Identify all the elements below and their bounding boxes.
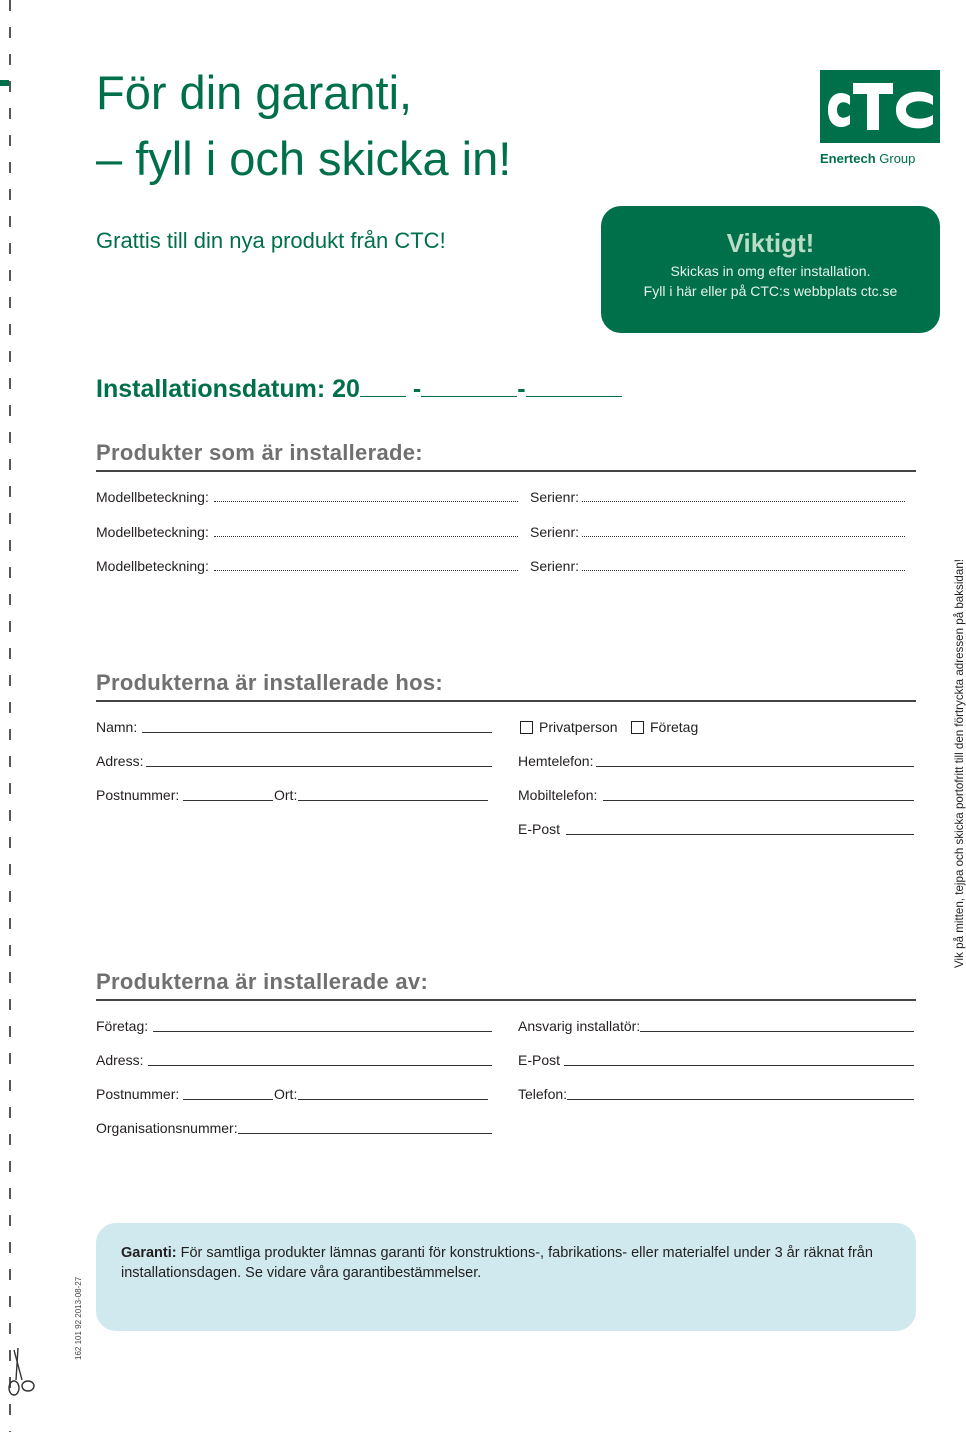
address-field[interactable]: [146, 766, 492, 767]
installer-address-field[interactable]: [148, 1065, 492, 1066]
installer-city-field[interactable]: [298, 1099, 488, 1100]
installation-date: [96, 374, 622, 404]
serial-field-2[interactable]: [582, 536, 905, 537]
important-line-2: Fyll i här eller på CTC:s webbplats ctc.se: [643, 283, 898, 299]
fold-instruction: Vik på mitten, tejpa och skicka portofritt till den förtryckta adressen på baksidan!: [953, 559, 966, 968]
page-title: [96, 60, 511, 192]
model-label-3: Modellbeteckning:: [96, 558, 209, 574]
installation-date-label: Installationsdatum: 20: [96, 375, 360, 403]
org-number-label: Organisationsnummer:: [96, 1120, 238, 1136]
year-field[interactable]: [360, 374, 406, 397]
serial-label-2: Serienr:: [530, 524, 580, 540]
title-line-1: För din garanti,: [96, 66, 413, 119]
important-box: [601, 206, 940, 333]
products-section-header: [96, 430, 916, 472]
date-separator-2: -: [517, 375, 526, 403]
model-field-3[interactable]: [214, 570, 518, 571]
installed-at-section-header: [96, 660, 916, 702]
month-field[interactable]: [421, 374, 517, 397]
perforation-tab: [0, 80, 9, 86]
name-label: Namn:: [96, 719, 138, 735]
installed-by-heading: Produkterna är installerade av:: [96, 969, 429, 994]
city-label: Ort:: [274, 787, 298, 803]
serial-field-3[interactable]: [582, 570, 905, 571]
installer-name-label: Ansvarig installatör:: [518, 1018, 641, 1034]
day-field[interactable]: [526, 374, 622, 397]
model-label-2: Modellbeteckning:: [96, 524, 209, 540]
date-separator-1: -: [412, 375, 422, 403]
mobile-label: Mobiltelefon:: [518, 787, 598, 803]
installer-phone-field[interactable]: [567, 1099, 914, 1100]
important-line-1: Skickas in omg efter installation.: [670, 263, 871, 279]
mobile-field[interactable]: [603, 800, 914, 801]
warranty-text: [121, 1243, 901, 1283]
postal-field[interactable]: [183, 800, 273, 801]
address-label: Adress:: [96, 753, 144, 769]
email-label: E-Post: [518, 821, 561, 837]
installer-phone-label: Telefon:: [518, 1086, 568, 1102]
installer-company-label: Företag:: [96, 1018, 149, 1034]
document-code: 162 101 92 2013-08-27: [74, 1276, 83, 1360]
ctc-logo-mark: [820, 70, 940, 143]
installer-name-field[interactable]: [640, 1031, 914, 1032]
installer-company-field[interactable]: [153, 1031, 492, 1032]
ctc-logo: [820, 70, 940, 143]
warranty-label: Garanti:: [121, 1245, 177, 1261]
installer-address-label: Adress:: [96, 1052, 144, 1068]
title-line-2: – fyll i och skicka in!: [96, 132, 512, 185]
logo-brand: Enertech: [820, 151, 876, 166]
installer-email-label: E-Post: [518, 1052, 561, 1068]
warranty-box: [96, 1223, 916, 1331]
model-field-2[interactable]: [214, 536, 518, 537]
postal-label: Postnummer:: [96, 787, 180, 803]
home-phone-label: Hemtelefon:: [518, 753, 594, 769]
serial-field-1[interactable]: [582, 501, 905, 502]
installer-postal-field[interactable]: [183, 1099, 273, 1100]
congrats-text: Grattis till din nya produkt från CTC!: [96, 228, 446, 253]
home-phone-field[interactable]: [596, 766, 914, 767]
company-label: Företag: [650, 719, 699, 735]
products-heading: Produkter som är installerade:: [96, 440, 423, 465]
model-label-1: Modellbeteckning:: [96, 489, 209, 505]
installer-email-field[interactable]: [564, 1065, 914, 1066]
company-checkbox[interactable]: [631, 721, 644, 734]
installed-at-heading: Produkterna är installerade hos:: [96, 670, 444, 695]
model-field-1[interactable]: [214, 501, 518, 502]
serial-label-1: Serienr:: [530, 489, 580, 505]
serial-label-3: Serienr:: [530, 558, 580, 574]
logo-group: Group: [879, 151, 916, 166]
installed-by-section-header: [96, 959, 916, 1001]
warranty-body: För samtliga produkter lämnas garanti för konstruktions-, fabrikations- eller materialfel under 3 år räknat från installationsdagen. Se vidare våra garantibestämmelser.: [121, 1245, 873, 1281]
installer-postal-label: Postnummer:: [96, 1086, 180, 1102]
org-number-field[interactable]: [238, 1133, 492, 1134]
private-label: Privatperson: [539, 719, 618, 735]
email-field[interactable]: [566, 834, 914, 835]
private-checkbox[interactable]: [520, 721, 533, 734]
name-field[interactable]: [142, 732, 492, 733]
scissors-icon: [4, 1346, 38, 1398]
logo-wordmark: [820, 151, 915, 166]
perforation-line: [9, 0, 11, 1432]
important-heading: Viktigt!: [726, 228, 815, 258]
installer-city-label: Ort:: [274, 1086, 298, 1102]
city-field[interactable]: [298, 800, 488, 801]
